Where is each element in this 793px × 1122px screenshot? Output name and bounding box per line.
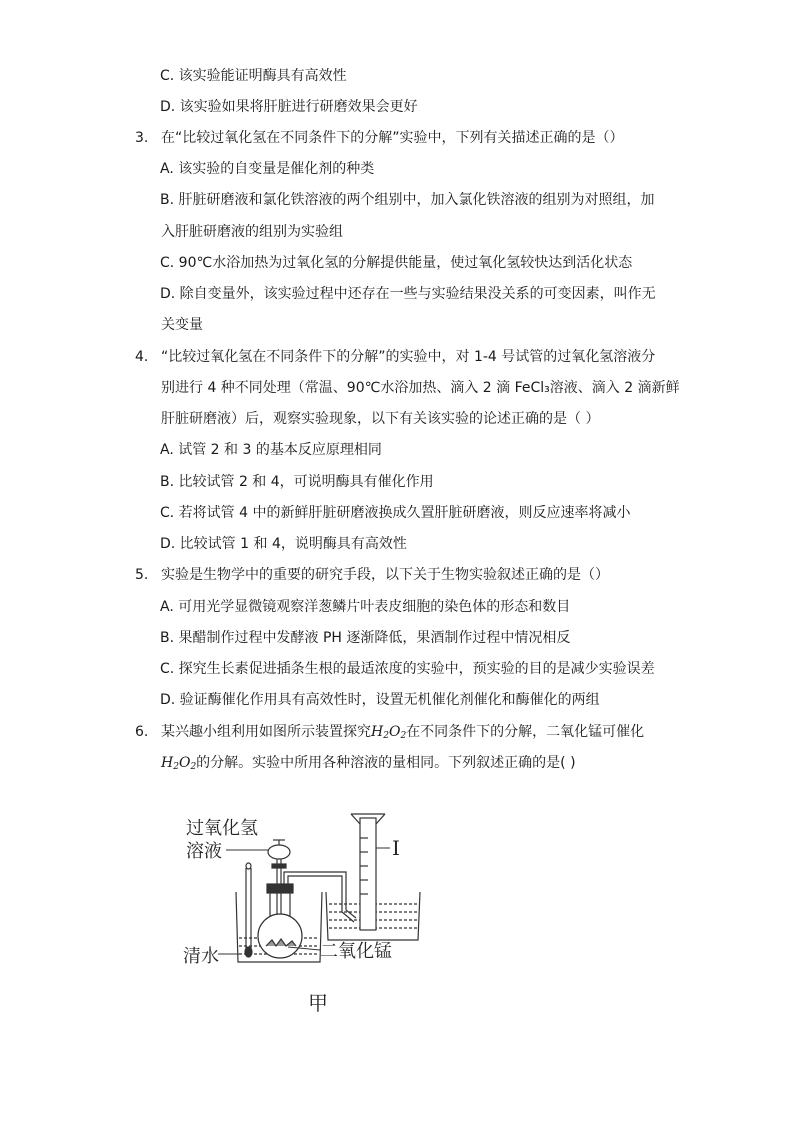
figure-label-h2o2-line1: 过氧化氢 <box>186 818 258 839</box>
q4-number: 4. <box>135 349 149 365</box>
q3-number: 3. <box>135 130 149 146</box>
q5-option-c: C. 探究生长素促进插条生根的最适浓度的实验中，预实验的目的是减少实验误差 <box>160 661 655 677</box>
q5-stem: 实验是生物学中的重要的研究手段，以下关于生物实验叙述正确的是（） <box>161 567 609 583</box>
q3-option-a: A. 该实验的自变量是催化剂的种类 <box>160 161 375 177</box>
q5-option-a: A. 可用光学显微镜观察洋葱鳞片叶表皮细胞的染色体的形态和数目 <box>160 599 571 615</box>
q2-option-d: D. 该实验如果将肝脏进行研磨效果会更好 <box>160 99 418 115</box>
q3-stem: 在“比较过氧化氢在不同条件下的分解”实验中，下列有关描述正确的是（） <box>161 130 624 146</box>
q3-option-c: C. 90℃水浴加热为过氧化氢的分解提供能量，使过氧化氢较快达到活化状态 <box>160 255 633 271</box>
round-flask <box>258 884 302 958</box>
q4-stem-line2: 别进行 4 种不同处理（常温、90℃水浴加热、滴入 2 滴 FeCl₃溶液、滴入 2 滴新鲜 <box>161 380 680 396</box>
q6-stem-line2: $H_2O_2$的分解。实验中所用各种溶液的量相同。下列叙述正确的是( ) <box>161 755 576 772</box>
figure-label-water: 清水 <box>183 946 219 967</box>
figure-label-h2o2-line2: 溶液 <box>186 841 222 862</box>
q4-option-b: B. 比较试管 2 和 4，可说明酶具有催化作用 <box>160 474 434 490</box>
apparatus-figure <box>168 800 428 1030</box>
q2-option-c: C. 该实验能证明酶具有高效性 <box>160 68 347 84</box>
figure-label-mno2: 二氧化锰 <box>320 941 392 962</box>
thermometer <box>245 863 252 957</box>
h2o2-formula: $H_2O_2$ <box>371 724 407 741</box>
q6-stem-line1: 某兴趣小组利用如图所示装置探究$H_2O_2$在不同条件下的分解，二氧化锰可催化 <box>161 724 645 741</box>
figure-label-I: I <box>392 836 400 860</box>
q5-number: 5. <box>135 567 149 583</box>
q5-option-d: D. 验证酶催化作用具有高效性时，设置无机催化剂催化和酶催化的两组 <box>160 692 600 708</box>
q4-option-a: A. 试管 2 和 3 的基本反应原理相同 <box>160 442 382 458</box>
q3-option-b-line1: B. 肝脏研磨液和氯化铁溶液的两个组别中，加入氯化铁溶液的组别为对照组，加 <box>160 192 655 208</box>
h2o2-formula: $H_2O_2$ <box>161 755 197 772</box>
q3-option-b-line2: 入肝脏研磨液的组别为实验组 <box>161 224 343 240</box>
q4-option-c: C. 若将试管 4 中的新鲜肝脏研磨液换成久置肝脏研磨液，则反应速率将减小 <box>160 505 631 521</box>
q5-option-b: B. 果醋制作过程中发酵液 PH 逐渐降低，果酒制作过程中情况相反 <box>160 630 571 646</box>
q4-option-d: D. 比较试管 1 和 4，说明酶具有高效性 <box>160 536 407 552</box>
q6-number: 6. <box>135 724 149 740</box>
q4-stem-line1: “比较过氧化氢在不同条件下的分解”的实验中，对 1-4 号试管的过氧化氢溶液分 <box>161 349 656 365</box>
q3-option-d-line1: D. 除自变量外，该实验过程中还存在一些与实验结果没关系的可变因素，叫作无 <box>160 286 656 302</box>
q3-option-d-line2: 关变量 <box>161 317 203 333</box>
q4-stem-line3: 肝脏研磨液）后，观察实验现象，以下有关该实验的论述正确的是（ ） <box>161 411 600 427</box>
delivery-tube <box>284 872 356 922</box>
figure-caption: 甲 <box>308 991 328 1015</box>
